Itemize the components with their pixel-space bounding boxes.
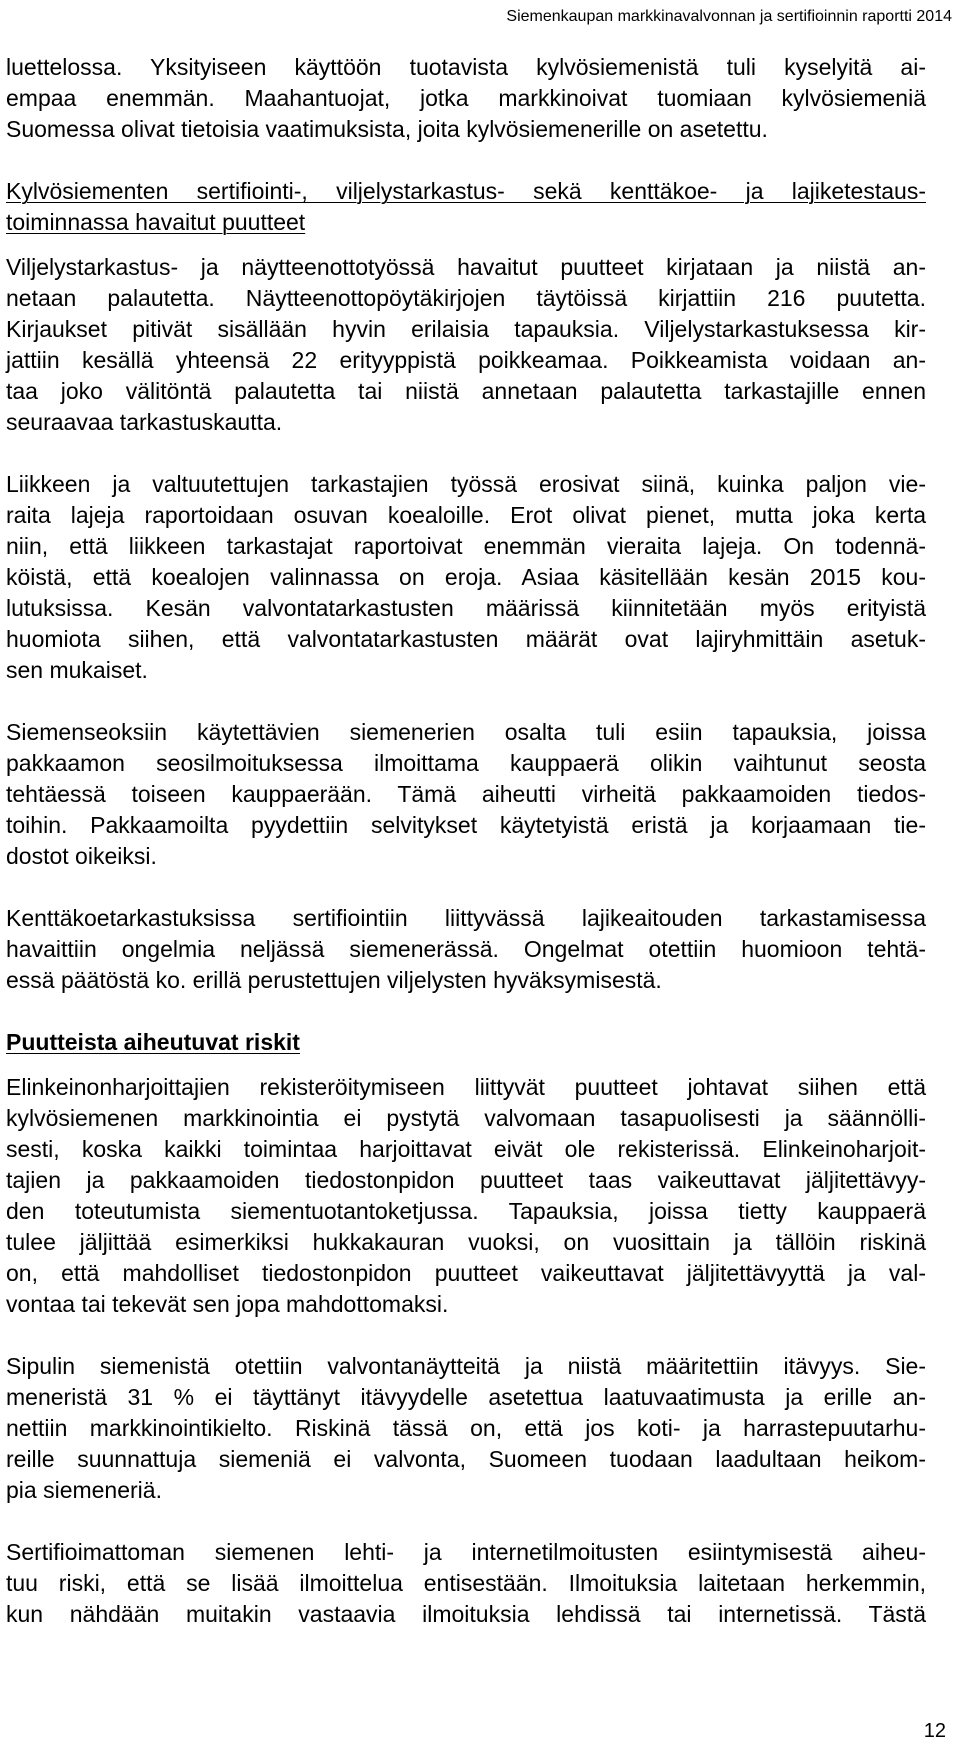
text-line: Sipulin siemenistä otettiin valvontanäytteitä ja niistä määritettiin itävyys. Sie- [6, 1353, 926, 1379]
text-line: sesti, koska kaikki toimintaa harjoittavat eivät ole rekisterissä. Elinkeinoharjoit- [6, 1136, 926, 1162]
paragraph-onion-seed-risks [6, 1351, 926, 1506]
text-line: den toteutumista siementuotantoketjussa. Tapauksia, joissa tietty kauppaerä [6, 1198, 926, 1224]
text-line: huomiota siihen, että valvontatarkastusten määrät ovat lajiryhmittäin asetuk- [6, 626, 926, 652]
document-body [6, 52, 926, 1661]
text-line: luettelossa. Yksityiseen käyttöön tuotavista kylvösiemenistä tuli kyselyitä ai- [6, 54, 926, 80]
paragraph-subheading-inspection-defects [6, 176, 926, 238]
paragraph-uncertified-seed-risks [6, 1537, 926, 1630]
text-line: jattiin kesällä yhteensä 22 erityyppistä poikkeamaa. Poikkeamista voidaan an- [6, 347, 926, 373]
text-line: on, että mahdolliset tiedostonpidon puutteet vaikeuttavat jäljitettävyyttä ja val- [6, 1260, 926, 1286]
text-line: havaittiin ongelmia neljässä siemenerässä. Ongelmat otettiin huomioon tehtä- [6, 936, 926, 962]
text-line: empaa enemmän. Maahantuojat, jotka markkinoivat tuomiaan kylvösiemeniä [6, 85, 926, 111]
text-line: pakkaamon seosilmoituksessa ilmoittama kauppaerä olikin vaihtunut seosta [6, 750, 926, 776]
text-line: lutuksissa. Kesän valvontatarkastusten määrissä kiinnitetään myös erityistä [6, 595, 926, 621]
text-line: taa joko välitöntä palautetta tai niistä annetaan palautetta tarkastajille ennen [6, 378, 926, 404]
text-line: Elinkeinonharjoittajien rekisteröitymiseen liittyvät puutteet johtavat siihen että [6, 1074, 926, 1100]
text-line: tajien ja pakkaamoiden tiedostonpidon puutteet taas vaikeuttavat jäljitettävyy- [6, 1167, 926, 1193]
paragraph-field-inspection-defects [6, 252, 926, 438]
paragraph-registration-risks [6, 1072, 926, 1320]
text-line: tuu riski, että se lisää ilmoittelua entisestään. Ilmoituksia laitetaan herkemmin, [6, 1570, 926, 1596]
text-line: Suomessa olivat tietoisia vaatimuksista, joita kylvösiemenerille on asetettu. [6, 116, 768, 142]
text-line: Siemenseoksiin käytettävien siemenerien osalta tuli esiin tapauksia, joissa [6, 719, 926, 745]
text-line: köistä, että koealojen valinnassa on eroja. Asiaa käsitellään kesän 2015 kou- [6, 564, 926, 590]
text-line: tulee jäljittää esimerkiksi hukkakauran vuoksi, on vuosittain ja tällöin riskinä [6, 1229, 926, 1255]
text-line: essä päätöstä ko. erillä perustettujen viljelysten hyväksymisestä. [6, 967, 662, 993]
text-line: reille suunnattuja siemeniä ei valvonta, Suomeen tuodaan laadultaan heikom- [6, 1446, 926, 1472]
paragraph-seed-mixture-issues [6, 717, 926, 872]
paragraph-section-risks-heading [6, 1027, 926, 1058]
text-line: kun nähdään muitakin vastaavia ilmoituksia lehdissä tai internetissä. Tästä [6, 1601, 926, 1627]
text-line: Sertifioimattoman siemenen lehti- ja internetilmoitusten esiintymisestä aiheu- [6, 1539, 926, 1565]
text-line: seuraavaa tarkastuskautta. [6, 409, 283, 435]
paragraph-intro-continuation [6, 52, 926, 145]
text-line: kylvösiemenen markkinointia ei pystytä valvomaan tasapuolisesti ja säännölli- [6, 1105, 926, 1131]
heading-line: toiminnassa havaitut puutteet [6, 209, 306, 235]
page-number: 12 [923, 1720, 946, 1742]
heading-line: Kylvösiementen sertifiointi-, viljelystarkastus- sekä kenttäkoe- ja lajiketestaus- [6, 178, 926, 204]
text-line: nettiin markkinointikielto. Riskinä tässä on, että jos koti- ja harrastepuutarhu- [6, 1415, 926, 1441]
text-line: dostot oikeiksi. [6, 843, 157, 869]
text-line: Liikkeen ja valtuutettujen tarkastajien työssä erosivat siinä, kuinka paljon vie- [6, 471, 926, 497]
text-line: pia siemeneriä. [6, 1477, 162, 1503]
text-line: niin, että liikkeen tarkastajat raportoivat enemmän vieraita lajeja. On todennä- [6, 533, 926, 559]
running-header-title: Siemenkaupan markkinavalvonnan ja sertifioinnin raportti 2014 [506, 8, 952, 25]
text-line: vontaa tai tekevät sen jopa mahdottomaksi. [6, 1291, 449, 1317]
text-line: Kirjaukset pitivät sisällään hyvin erilaisia tapauksia. Viljelystarkastuksessa kir- [6, 316, 926, 342]
text-line: sen mukaiset. [6, 657, 148, 683]
text-line: meneristä 31 % ei täyttänyt itävyydelle asetettua laatuvaatimusta ja erille an- [6, 1384, 926, 1410]
text-line: raita lajeja raportoidaan osuvan koealoille. Erot olivat pienet, mutta joka kerta [6, 502, 926, 528]
text-line: tehtäessä toiseen kauppaerään. Tämä aiheutti virheitä pakkaamoiden tiedos- [6, 781, 926, 807]
text-line: Viljelystarkastus- ja näytteenottotyössä havaitut puutteet kirjataan ja niistä an- [6, 254, 926, 280]
text-line: toihin. Pakkaamoilta pyydettiin selvitykset käytetyistä eristä ja korjaamaan tie- [6, 812, 926, 838]
text-line: netaan palautetta. Näytteenottopöytäkirjojen täytöissä kirjattiin 216 puutetta. [6, 285, 926, 311]
paragraph-field-trial-issues [6, 903, 926, 996]
paragraph-inspector-differences [6, 469, 926, 686]
heading-line: Puutteista aiheutuvat riskit [6, 1029, 300, 1055]
text-line: Kenttäkoetarkastuksissa sertifiointiin liittyvässä lajikeaitouden tarkastamisessa [6, 905, 926, 931]
